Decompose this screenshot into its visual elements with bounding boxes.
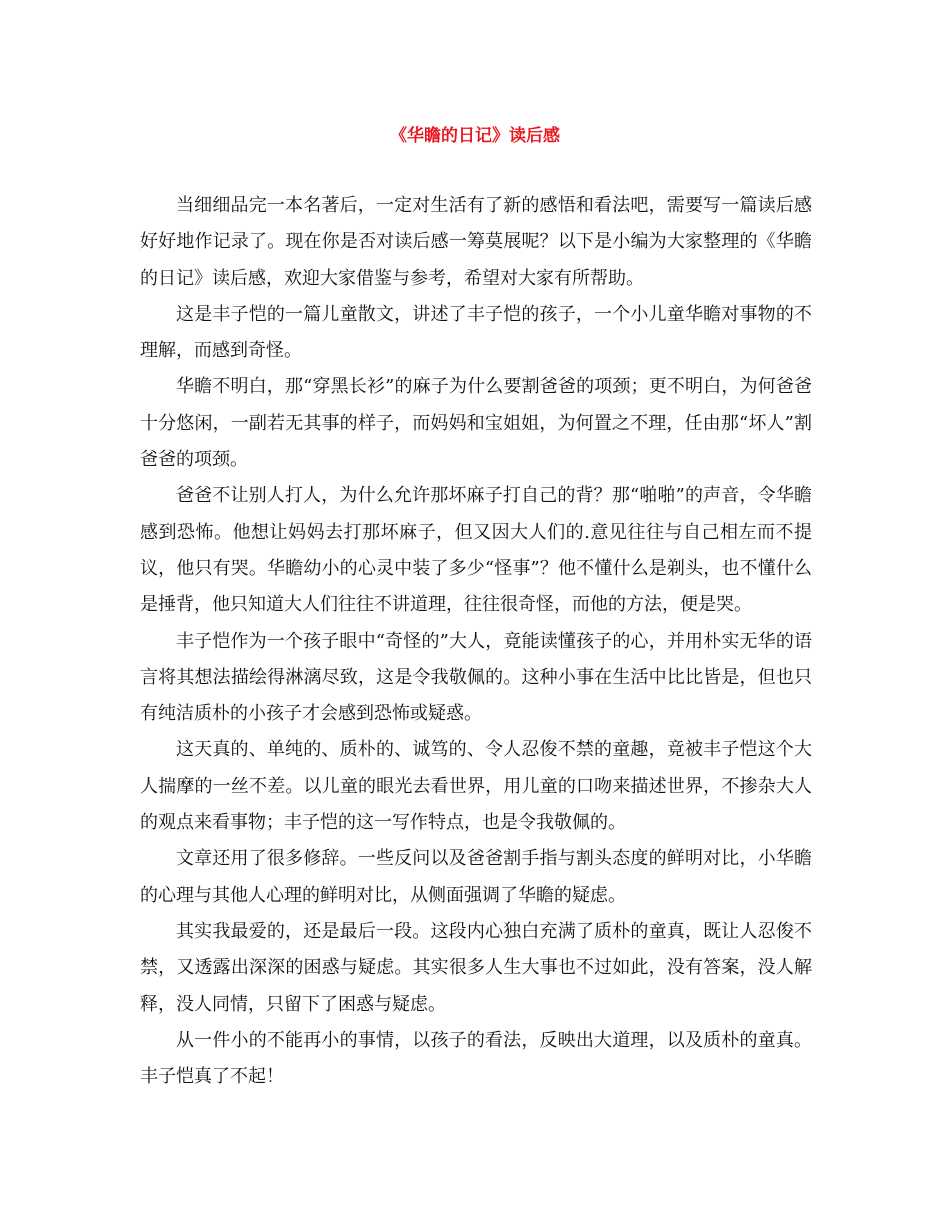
paragraph: 丰子恺作为一个孩子眼中“奇怪的”大人，竟能读懂孩子的心，并用朴实无华的语言将其想法描绘得淋漓尽致，这是令我敬佩的。这种小事在生活中比比皆是，但也只有纯洁质朴的小孩子才会感到恐怖或疑惑。 — [140, 630, 812, 725]
paragraph: 当细细品完一本名著后，一定对生活有了新的感悟和看法吧，需要写一篇读后感好好地作记录了。现在你是否对读后感一筹莫展呢？以下是小编为大家整理的《华瞻的日记》读后感，欢迎大家借鉴与参考，希望对大家有所帮助。 — [140, 195, 812, 289]
document-title: 《华瞻的日记》读后感 — [390, 126, 560, 146]
document-body — [140, 188, 812, 1095]
paragraph: 这天真的、单纯的、质朴的、诚笃的、令人忍俊不禁的童趣，竟被丰子恺这个大人揣摩的一丝不差。以儿童的眼光去看世界，用儿童的口吻来描述世界，不掺杂大人的观点来看事物；丰子恺的这一写作特点，也是令我敬佩的。 — [140, 739, 812, 834]
paragraph: 这是丰子恺的一篇儿童散文，讲述了丰子恺的孩子，一个小儿童华瞻对事物的不理解，而感到奇怪。 — [140, 303, 812, 362]
paragraph: 从一件小的不能再小的事情，以孩子的看法，反映出大道理，以及质朴的童真。丰子恺真了不起！ — [140, 1029, 812, 1088]
paragraph: 华瞻不明白，那“穿黑长衫”的麻子为什么要割爸爸的项颈；更不明白，为何爸爸十分悠闲，一副若无其事的样子，而妈妈和宝姐姐，为何置之不理，任由那“坏人”割爸爸的项颈。 — [140, 376, 812, 471]
paragraph: 其实我最爱的，还是最后一段。这段内心独白充满了质朴的童真，既让人忍俊不禁，又透露出深深的困惑与疑虑。其实很多人生大事也不过如此，没有答案，没人解释，没人同情，只留下了困惑与疑虑。 — [140, 920, 812, 1015]
paragraph: 文章还用了很多修辞。一些反问以及爸爸割手指与割头态度的鲜明对比，小华瞻的心理与其他人心理的鲜明对比，从侧面强调了华瞻的疑虑。 — [140, 848, 812, 906]
paragraph: 爸爸不让别人打人，为什么允许那坏麻子打自己的背？那“啪啪”的声音，令华瞻感到恐怖。他想让妈妈去打那坏麻子，但又因大人们的.意见往往与自己相左而不提议，他只有哭。华瞻幼小的心灵中装了多少“怪事”？他不懂什么是剃头，也不懂什么是捶背，他只知道大人们往往不讲道理，往往很奇怪，而他的方法，便是哭。 — [140, 485, 812, 616]
